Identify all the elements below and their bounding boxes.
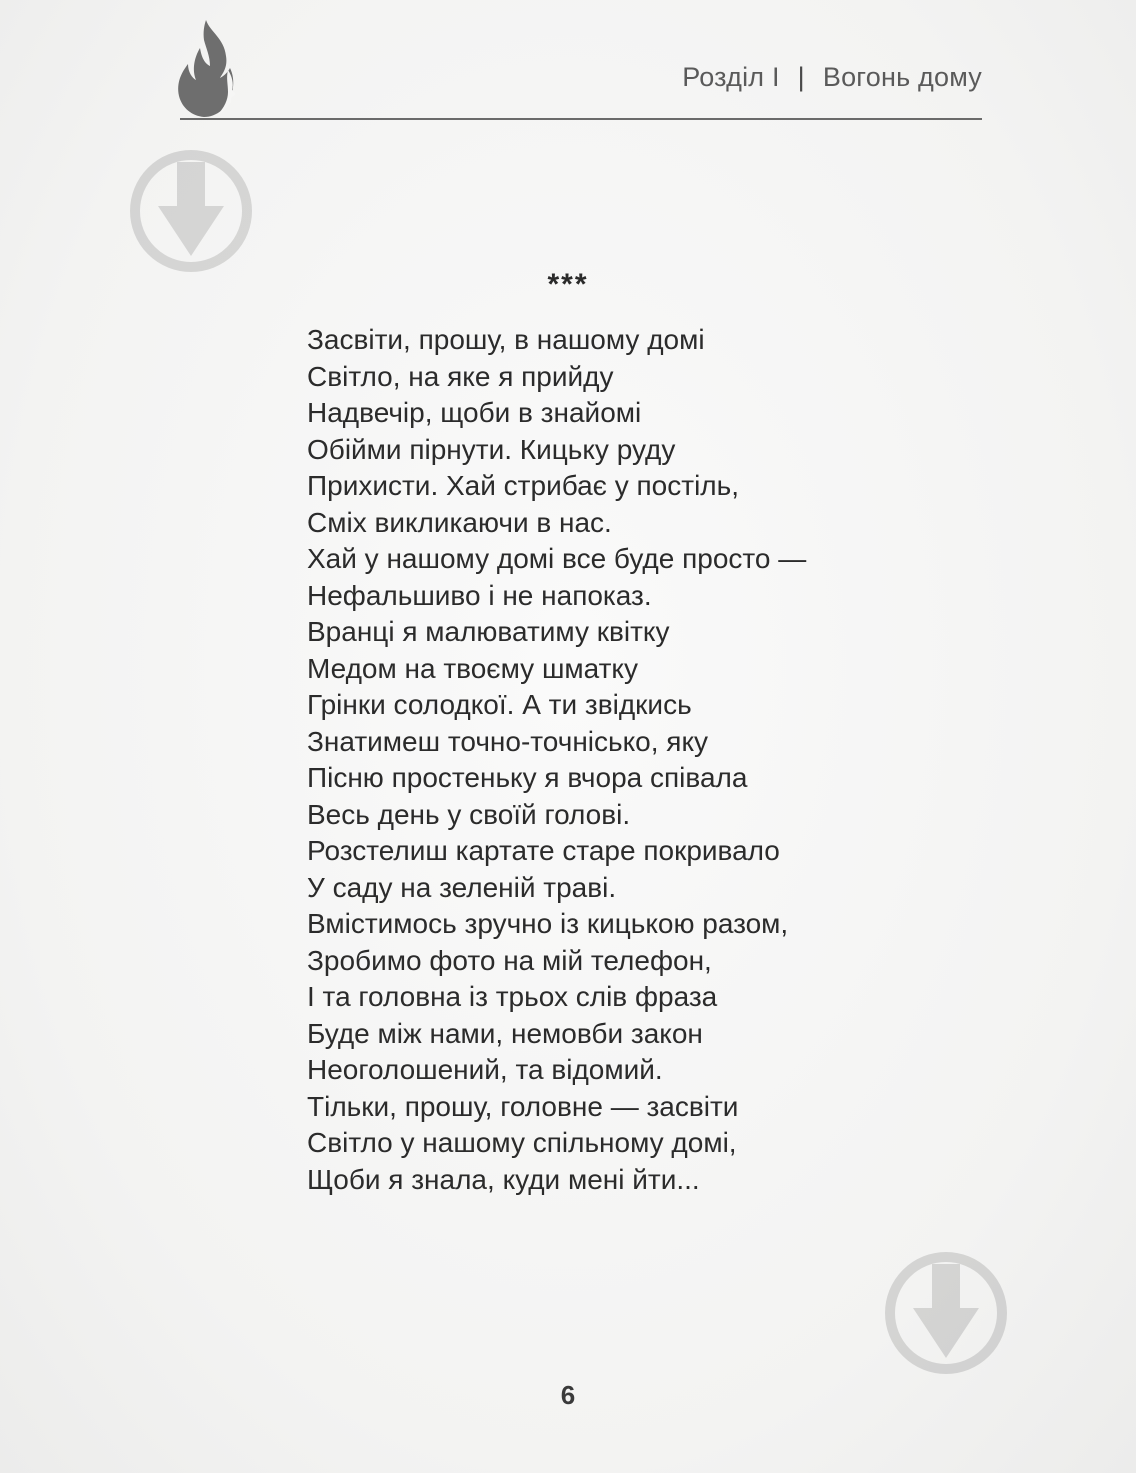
download-arrow-circle-icon bbox=[128, 148, 254, 274]
poem-line: Знатимеш точно-точнісько, яку bbox=[307, 725, 709, 757]
section-ornament: *** bbox=[547, 268, 589, 301]
poem-line: Весь день у своїй голові. bbox=[307, 798, 631, 830]
running-header bbox=[682, 62, 982, 93]
header-separator: | bbox=[797, 62, 805, 92]
flame-profile-icon bbox=[176, 18, 238, 118]
poem-line: Розстелиш картате старе покривало bbox=[307, 835, 780, 866]
poem-line: Вмістимось зручно із кицькою разом, bbox=[307, 908, 789, 939]
poem-line: Хай у нашому домі все буде просто — bbox=[307, 543, 807, 574]
poem-line: Медом на твоєму шматку bbox=[307, 652, 638, 684]
section-label: Розділ І bbox=[682, 62, 780, 92]
poem-line: Світло, на яке я прийду bbox=[307, 360, 614, 392]
poem-line: У саду на зеленій траві. bbox=[307, 871, 617, 903]
poem-line: Нефальшиво і не напоказ. bbox=[307, 579, 652, 611]
download-arrow-circle-icon bbox=[883, 1250, 1009, 1376]
poem-line: Зробимо фото на мій телефон, bbox=[307, 944, 712, 976]
poem-line: Пісню простеньку я вчора співала bbox=[307, 762, 748, 793]
poem-line: Вранці я малюватиму квітку bbox=[307, 616, 670, 647]
page-number: 6 bbox=[560, 1380, 576, 1410]
poem-line: Світло у нашому спільному домі, bbox=[307, 1127, 737, 1158]
poem-line: Неоголошений, та відомий. bbox=[307, 1054, 663, 1085]
chapter-title: Вогонь дому bbox=[822, 62, 982, 92]
poem-line: Засвіти, прошу, в нашому домі bbox=[307, 324, 705, 355]
poem-line: Щоби я знала, куди мені йти... bbox=[307, 1163, 700, 1195]
poem-line: Надвечір, щоби в знайомі bbox=[307, 397, 642, 428]
poem bbox=[307, 322, 806, 1198]
poem-line: Тільки, прошу, головне — засвіти bbox=[307, 1090, 739, 1122]
poem-line: Прихисти. Хай стрибає у постіль, bbox=[307, 470, 740, 501]
poem-line: І та головна із трьох слів фраза bbox=[307, 981, 718, 1012]
poem-line: Буде між нами, немовби закон bbox=[307, 1017, 703, 1049]
poem-line: Грінки солодкої. А ти звідкись bbox=[307, 689, 692, 720]
poem-line: Сміх викликаючи в нас. bbox=[307, 506, 612, 538]
header-divider bbox=[180, 118, 982, 120]
poem-line: Обійми пірнути. Кицьку руду bbox=[307, 433, 676, 465]
